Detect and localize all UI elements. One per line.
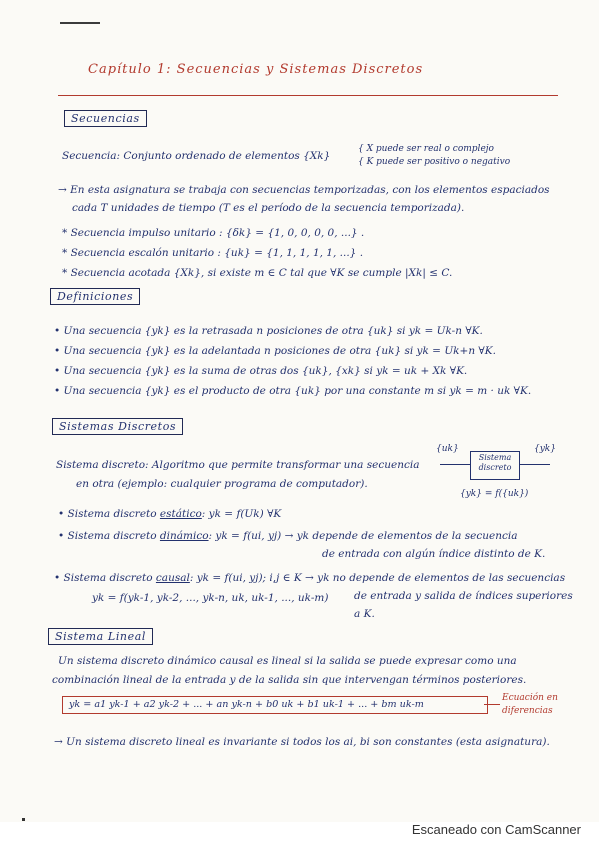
- scan-speck: [22, 818, 25, 821]
- estatico-prefix: • Sistema discreto: [58, 508, 160, 520]
- def-adelantada: • Una secuencia {yk} es la adelantada n posiciones de otra {uk} si yk = Uk+n ∀K.: [54, 345, 496, 357]
- lineal-def-2: combinación lineal de la entrada y de la salida sin que intervengan términos posteriores.: [52, 674, 527, 686]
- bullet-acotada: * Secuencia acotada {Xk}, si existe m ∈ C tal que ∀K se cumple |Xk| ≤ C.: [62, 267, 453, 279]
- def-retrasada: • Una secuencia {yk} es la retrasada n posiciones de otra {uk} si yk = Uk-n ∀K.: [54, 325, 483, 337]
- diagram-system-box: Sistema discreto: [470, 451, 520, 480]
- dinamico-line: [58, 530, 517, 542]
- note-line-2: cada T unidades de tiempo (T es el período de la secuencia temporizada).: [72, 202, 465, 214]
- estatico-formula: : yk = f(Uk) ∀K: [201, 508, 282, 520]
- secuencia-definition: Secuencia: Conjunto ordenado de elementos {Xk}: [62, 150, 331, 162]
- sistema-def-1: Sistema discreto: Algoritmo que permite transformar una secuencia: [56, 459, 420, 471]
- estatico-keyword: estático: [159, 508, 202, 520]
- title-underline: [58, 95, 558, 96]
- causal-equation: yk = f(yk-1, yk-2, ..., yk-n, uk, uk-1, ..., uk-m): [92, 592, 329, 604]
- dinamico-prefix: • Sistema discreto: [58, 530, 160, 542]
- diagram-output-label: {yk}: [534, 444, 556, 454]
- scanner-watermark: Escaneado con CamScanner: [411, 822, 581, 837]
- section-heading-definiciones: Definiciones: [50, 288, 140, 305]
- diagram-input-label: {uk}: [436, 444, 459, 454]
- causal-keyword: causal: [155, 572, 190, 584]
- note-line-1: → En esta asignatura se trabaja con secuencias temporizadas, con los elementos espaciados: [58, 184, 550, 196]
- equation-note-line-2: diferencias: [502, 706, 553, 716]
- causal-line: [54, 572, 565, 584]
- causal-formula: : yk = f(ui, yj); i,j ∈ K → yk no depende de elementos de las secuencias: [189, 572, 566, 584]
- sistema-def-2: en otra (ejemplo: cualquier programa de computador).: [76, 478, 368, 490]
- page-title: Capítulo 1: Secuencias y Sistemas Discretos: [88, 62, 424, 77]
- estatico-line: [58, 508, 281, 520]
- pen-mark: [60, 22, 100, 24]
- bullet-escalon: * Secuencia escalón unitario : {uk} = {1, 1, 1, 1, 1, ...} .: [62, 247, 364, 259]
- section-heading-lineal: Sistema Lineal: [48, 628, 153, 645]
- section-heading-secuencias: Secuencias: [64, 110, 147, 127]
- def-suma: • Una secuencia {yk} es la suma de otras dos {uk}, {xk} si yk = uk + Xk ∀K.: [54, 365, 468, 377]
- lineal-def-1: Un sistema discreto dinámico causal es lineal si la salida se puede expresar como una: [58, 655, 517, 667]
- dinamico-continuation: de entrada con algún índice distinto de K.: [322, 548, 546, 560]
- causal-continuation-1: de entrada y salida de índices superiores: [354, 590, 573, 602]
- def-producto: • Una secuencia {yk} es el producto de otra {uk} por una constante m si yk = m · uk ∀K.: [54, 385, 532, 397]
- invariante-note: → Un sistema discreto lineal es invariante si todos los ai, bi son constantes (esta asignatura).: [54, 736, 550, 748]
- bullet-impulso: * Secuencia impulso unitario : {δk} = {1, 0, 0, 0, 0, ...} .: [62, 227, 365, 239]
- diagram-output-arrow: [520, 464, 550, 465]
- diagram-equation: {yk} = f({uk}): [460, 489, 529, 499]
- dinamico-keyword: dinámico: [159, 530, 209, 542]
- diagram-input-arrow: [440, 464, 470, 465]
- equation-note-line-1: Ecuación en: [502, 693, 558, 703]
- secuencia-note-sign: { K puede ser positivo o negativo: [358, 157, 511, 167]
- causal-prefix: • Sistema discreto: [54, 572, 156, 584]
- section-heading-sistemas: Sistemas Discretos: [52, 418, 183, 435]
- secuencia-note-real: { X puede ser real o complejo: [358, 144, 494, 154]
- causal-continuation-2: a K.: [354, 608, 375, 620]
- equation-note-arrow: [484, 704, 500, 705]
- difference-equation-box: yk = a1 yk-1 + a2 yk-2 + ... + an yk-n + b0 uk + b1 uk-1 + ... + bm uk-m: [62, 696, 488, 714]
- dinamico-formula: : yk = f(ui, yj) → yk depende de elementos de la secuencia: [208, 530, 518, 542]
